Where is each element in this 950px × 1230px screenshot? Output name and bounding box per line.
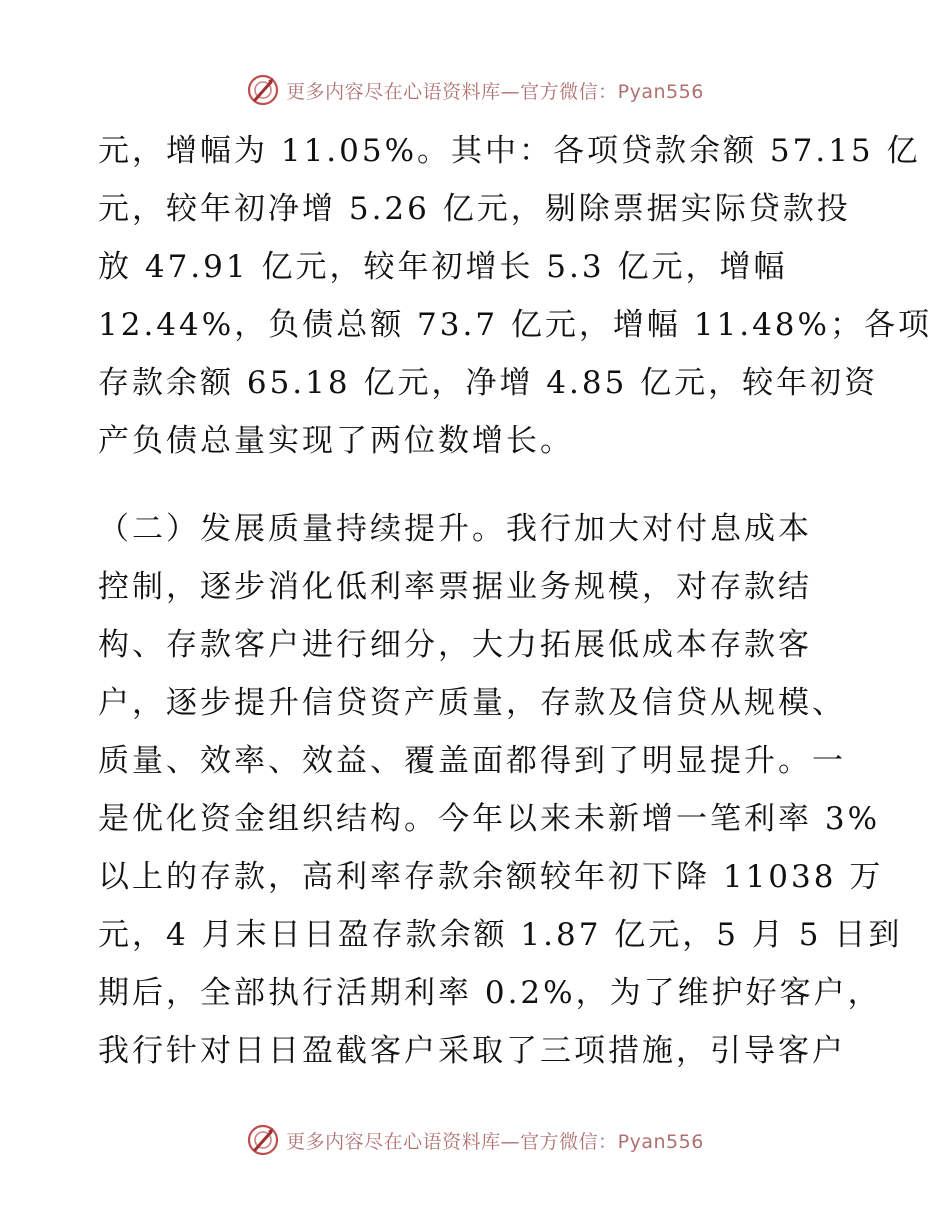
watermark-banner-bottom [0, 1120, 950, 1160]
text-line: 以上的存款，高利率存款余额较年初下降 11038 万 [98, 859, 884, 895]
text-line: 存款余额 65.18 亿元，净增 4.85 亿元，较年初资 [98, 365, 879, 401]
watermark-text: 更多内容尽在心语资料库—官方微信：Pyan556 [286, 1130, 704, 1153]
text-line: 12.44%，负债总额 73.7 亿元，增幅 11.48%；各项 [98, 307, 932, 343]
text-line: 户，逐步提升信贷资产质量，存款及信贷从规模、 [98, 685, 846, 721]
logo-icon [246, 1123, 280, 1157]
text-line: （二）发展质量持续提升。我行加大对付息成本 [98, 511, 812, 547]
text-line: 期后，全部执行活期利率 0.2%，为了维护好客户， [98, 975, 882, 1011]
watermark-banner-top [0, 70, 950, 110]
text-line: 是优化资金组织结构。今年以来未新增一笔利率 3% [98, 801, 881, 837]
watermark-text: 更多内容尽在心语资料库—官方微信：Pyan556 [286, 80, 704, 103]
paragraph [98, 500, 903, 1080]
text-line: 元，4 月末日日盈存款余额 1.87 亿元，5 月 5 日到 [98, 917, 903, 953]
text-line: 元，较年初净增 5.26 亿元，剔除票据实际贷款投 [98, 191, 851, 227]
text-line: 构、存款客户进行细分，大力拓展低成本存款客 [98, 627, 812, 663]
text-line: 元，增幅为 11.05%。其中：各项贷款余额 57.15 亿 [98, 133, 921, 169]
text-line: 控制，逐步消化低利率票据业务规模，对存款结 [98, 569, 812, 605]
document-body [98, 122, 932, 1080]
paragraph [98, 122, 932, 470]
text-line: 我行针对日日盈截客户采取了三项措施，引导客户 [98, 1033, 846, 1069]
text-line: 质量、效率、效益、覆盖面都得到了明显提升。一 [98, 743, 846, 779]
text-line: 放 47.91 亿元，较年初增长 5.3 亿元，增幅 [98, 249, 788, 285]
logo-icon [246, 73, 280, 107]
text-line: 产负债总量实现了两位数增长。 [98, 423, 574, 459]
